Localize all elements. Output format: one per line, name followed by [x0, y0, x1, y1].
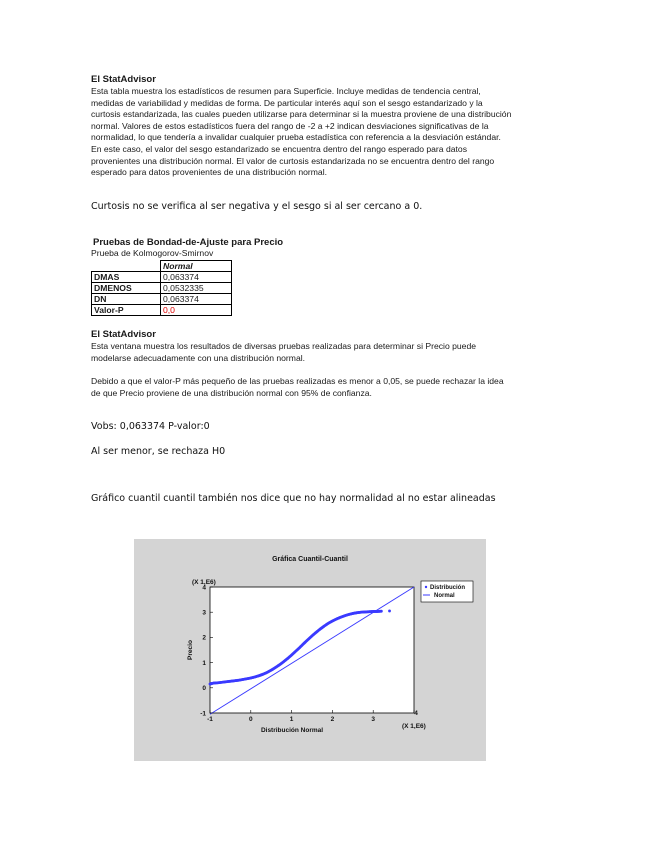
y-tick-label: -1 [200, 710, 206, 718]
column-header-normal: Normal [161, 261, 232, 272]
x-multiplier-label: (X 1,E6) [402, 723, 426, 730]
table-row [92, 294, 232, 305]
text-line: esperado para datos provenientes de una distribución normal. [91, 167, 328, 178]
note-curtosis: Curtosis no se verifica al ser negativa y el sesgo si al ser cercano a 0. [91, 201, 423, 212]
text-line: Esta tabla muestra los estadísticos de resumen para Superficie. Incluye medidas de tendencia central, [91, 86, 481, 96]
statadvisor-title-1: El StatAdvisor [91, 74, 156, 85]
row-label: DMENOS [92, 283, 161, 294]
gof-table [91, 260, 232, 316]
chart-legend [421, 581, 473, 602]
pvalue-value: 0,0 [161, 305, 232, 316]
table-row [92, 272, 232, 283]
statadvisor-paragraph-1 [91, 86, 571, 179]
row-label: Valor-P [92, 305, 161, 316]
text-line: Debido a que el valor-P más pequeño de las pruebas realizadas es menor a 0,05, se puede rechazar la idea [91, 376, 504, 386]
note-vobs: Vobs: 0,063374 P-valor:0 [91, 421, 210, 432]
y-tick-label: 0 [202, 685, 206, 693]
qq-chart-panel [134, 539, 486, 761]
legend-marker-points [425, 586, 427, 588]
y-tick-label: 1 [202, 659, 206, 667]
y-tick-label: 3 [202, 609, 206, 617]
table-row [92, 283, 232, 294]
x-tick-label: 0 [248, 716, 253, 723]
x-tick-label: 1 [289, 716, 294, 723]
note-qq: Gráfico cuantil cuantil también nos dice que no hay normalidad al no estar alineadas [91, 493, 496, 504]
chart-title: Gráfica Cuantil-Cuantil [272, 556, 348, 563]
legend-label-distribucion: Distribución [430, 585, 466, 591]
statadvisor-paragraph-3 [91, 376, 571, 399]
x-axis-label: Distribución Normal [260, 727, 324, 734]
y-axis-label: Precio [187, 640, 194, 660]
row-value: 0,0532335 [161, 283, 232, 294]
text-line: medidas de variabilidad y medidas de forma. De particular interés aquí son el sesgo estandarizado y la [91, 97, 483, 108]
gof-title: Pruebas de Bondad-de-Ajuste para Precio [93, 237, 284, 248]
text-line: provenientes una distribución normal. El valor de curtosis estandarizada no se encuentra dentro del rango [91, 155, 495, 166]
y-tick-label: 2 [202, 634, 206, 642]
row-label: DN [92, 294, 161, 305]
text-line: curtosis estandarizada, las cuales pueden utilizarse para determinar si la muestra proviene de una distribución [91, 109, 512, 120]
y-multiplier-label: (X 1,E6) [192, 579, 216, 586]
y-tick-label: 4 [202, 584, 206, 592]
row-value: 0,063374 [161, 272, 232, 283]
text-line: modelarse adecuadamente con una distribución normal. [91, 352, 306, 363]
text-line: Esta ventana muestra los resultados de diversas pruebas realizadas para determinar si Precio puede [91, 341, 477, 351]
statadvisor-paragraph-2 [91, 341, 571, 364]
table-row [92, 305, 232, 316]
statadvisor-title-2: El StatAdvisor [91, 329, 156, 340]
note-rechaza: Al ser menor, se rechaza H0 [91, 446, 226, 457]
table-header-row [92, 261, 232, 272]
row-value: 0,063374 [161, 294, 232, 305]
x-tick-label: 4 [414, 710, 418, 717]
text-line: En este caso, el valor del sesgo estandarizado se encuentra dentro del rango esperado para datos [91, 143, 467, 154]
x-tick-label: 2 [330, 716, 335, 723]
qq-chart [134, 539, 486, 761]
text-line: normalidad, lo que tendería a invalidar cualquier prueba estadística con referencia a la desviación estándar. [91, 132, 501, 143]
text-line: de que Precio proviene de una distribución normal con 95% de confianza. [91, 387, 372, 398]
qq-point [380, 610, 383, 613]
qq-point [388, 610, 391, 613]
row-label: DMAS [92, 272, 161, 283]
legend-label-normal: Normal [434, 593, 455, 599]
x-tick-label: -1 [207, 716, 213, 723]
x-tick-label: 3 [371, 716, 376, 723]
gof-subtitle: Prueba de Kolmogorov-Smirnov [91, 248, 214, 258]
text-line: normal. Valores de estos estadísticos fuera del rango de -2 a +2 indican desviaciones significativas de la [91, 120, 489, 131]
table-corner [92, 261, 161, 272]
